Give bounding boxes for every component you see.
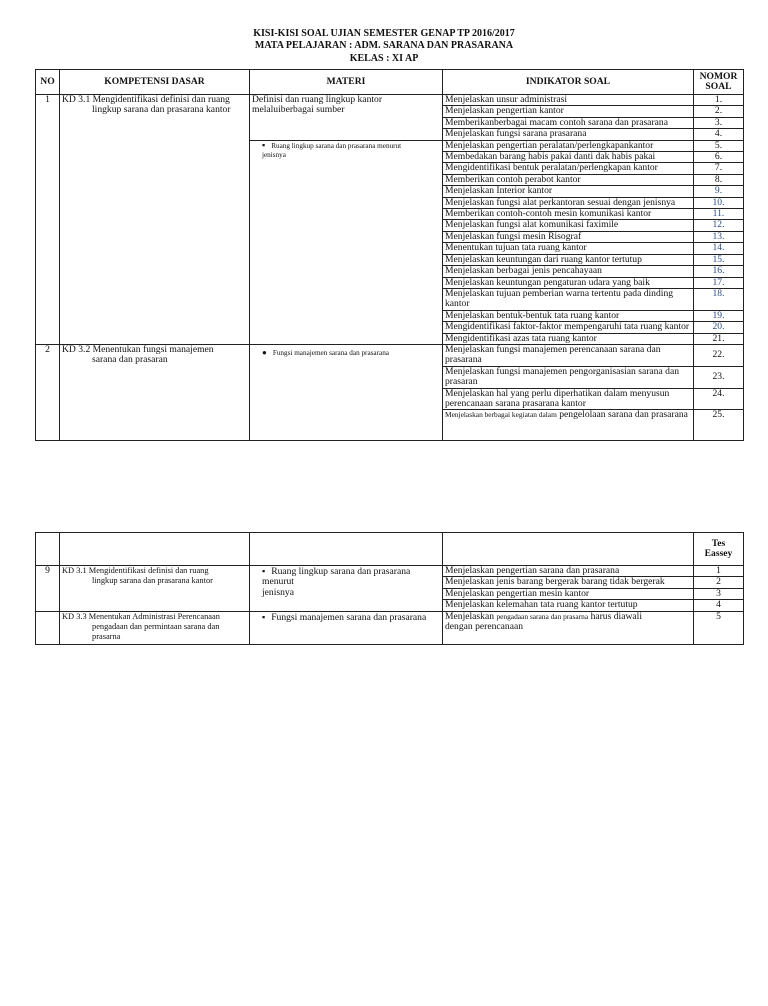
kompetensi-dasar: KD 3.2 Menentukan fungsi manajemen sarana dan prasaran [60,344,250,440]
nomor: 13. [694,231,744,242]
nomor: 9. [694,186,744,197]
indikator: Menjelaskan keuntungan pengaturan udara yang baik [443,277,694,288]
bullet-icon [262,566,271,577]
col-no: NO [36,70,60,95]
col-tes-essay: Tes Eassey [694,533,744,566]
nomor: 21. [694,333,744,344]
nomor: 15. [694,254,744,265]
indikator: Menjelaskan pengadaan sarana dan prasarna harus diawali dengan perencanaan [443,611,694,644]
nomor: 1. [694,95,744,106]
nomor: 3 [694,588,744,599]
col-indikator: INDIKATOR SOAL [443,70,694,95]
indikator: Membedakan barang habis pakai danti dak habis pakai [443,152,694,163]
nomor: 3. [694,117,744,128]
essay-table [35,532,744,645]
indikator: Menjelaskan berbagai jenis pencahayaan [443,266,694,277]
class-line: KELAS : XI AP [349,53,419,64]
indikator: Menjelaskan fungsi alat perkantoran sesuai dengan jenisnya [443,197,694,208]
materi-cell: ● Fungsi manajemen sarana dan prasarana [250,344,443,440]
nomor: 24. [694,388,744,410]
bullet-icon [262,349,273,357]
bullet-icon [262,612,271,623]
indikator: Menjelaskan jenis barang bergerak barang tidak bergerak [443,577,694,588]
indikator: Menjelaskan fungsi alat komunikasi faximile [443,220,694,231]
nomor: 12. [694,220,744,231]
nomor: 4. [694,129,744,140]
row-no: 1 [36,95,60,345]
indikator: Menjelaskan pengertian kantor [443,106,694,117]
nomor: 7. [694,163,744,174]
indikator: Menentukan tujuan tata ruang kantor [443,243,694,254]
indikator: Mengidentifikasi bentuk peralatan/perlengkapan kantor [443,163,694,174]
row-no: 2 [36,344,60,440]
nomor: 1 [694,566,744,577]
materi-cell: ▪ Ruang lingkup sarana dan prasarana menurut jenisnya [250,566,443,612]
row-no: 9 [36,566,60,612]
nomor: 11. [694,209,744,220]
kompetensi-dasar: KD 3.1 Mengidentifikasi definisi dan ruang lingkup sarana dan prasarana kantor [60,566,250,612]
col-nomor-soal: NOMOR SOAL [694,70,744,95]
indikator: Menjelaskan bentuk-bentuk tata ruang kantor [443,310,694,321]
indikator: Mengidentifikasi azas tata ruang kantor [443,333,694,344]
indikator: Memberikan contoh perabot kantor [443,174,694,185]
nomor: 10. [694,197,744,208]
indikator: Menjelaskan hal yang perlu diperhatikan dalam menyusun perencanaan sarana prasarana kantor [443,388,694,410]
nomor: 16. [694,266,744,277]
indikator: Memberikanberbagai macam contoh sarana dan prasarana [443,117,694,128]
indikator: Menjelaskan kelemahan tata ruang kantor tertutup [443,600,694,611]
nomor: 8. [694,174,744,185]
indikator: Menjelaskan fungsi sarana prasarana [443,129,694,140]
kompetensi-dasar: KD 3.1 Mengidentifikasi definisi dan ruang lingkup sarana dan prasarana kantor [60,95,250,345]
indikator: Menjelaskan fungsi manajemen pengorganisasian sarana dan prasaran [443,366,694,388]
materi-cell: Definisi dan ruang lingkup kantor melaluiberbagai sumber [250,95,443,141]
nomor: 19. [694,310,744,321]
nomor: 2 [694,577,744,588]
nomor: 22. [694,344,744,366]
subject-line: MATA PELAJARAN : ADM. SARANA DAN PRASARANA [254,40,514,51]
indikator: Menjelaskan keuntungan dari ruang kantor tertutup [443,254,694,265]
col-materi: MATERI [250,70,443,95]
indikator: Menjelaskan pengertian sarana dan prasarana [443,566,694,577]
indikator: Memberikan contoh-contoh mesin komunikasi kantor [443,209,694,220]
indikator: Menjelaskan unsur administrasi [443,95,694,106]
nomor: 5 [694,611,744,644]
kisi-kisi-table [35,69,744,441]
nomor: 4 [694,600,744,611]
indikator: Mengidentifikasi faktor-faktor mempengaruhi tata ruang kantor [443,322,694,333]
indikator: Menjelaskan pengertian mesin kantor [443,588,694,599]
document-title: KISI-KISI SOAL UJIAN SEMESTER GENAP TP 2016/2017 [253,28,515,39]
indikator: Menjelaskan fungsi mesin Risograf [443,231,694,242]
indikator: Menjelaskan fungsi manajemen perencanaan sarana dan prasarana [443,344,694,366]
nomor: 23. [694,366,744,388]
kompetensi-dasar: KD 3.3 Menentukan Administrasi Perencanaan pengadaan dan permintaan sarana dan prasarna [60,611,250,644]
materi-cell: ▪ Fungsi manajemen sarana dan prasarana [250,611,443,644]
nomor: 18. [694,288,744,310]
nomor: 25. [694,410,744,441]
indikator: Menjelaskan pengertian peralatan/perlengkapankantor [443,140,694,151]
nomor: 17. [694,277,744,288]
indikator: Menjelaskan Interior kantor [443,186,694,197]
indikator: Menjelaskan tujuan pemberian warna tertentu pada dinding kantor [443,288,694,310]
nomor: 5. [694,140,744,151]
nomor: 6. [694,152,744,163]
materi-cell: ▪ Ruang lingkup sarana dan prasarana menurut jenisnya [250,140,443,344]
bullet-icon [262,142,271,150]
nomor: 14. [694,243,744,254]
nomor: 20. [694,322,744,333]
indikator: Menjelaskan berbagai kegiatan dalam pengelolaan sarana dan prasarana [443,410,694,441]
nomor: 2. [694,106,744,117]
col-kompetensi: KOMPETENSI DASAR [60,70,250,95]
